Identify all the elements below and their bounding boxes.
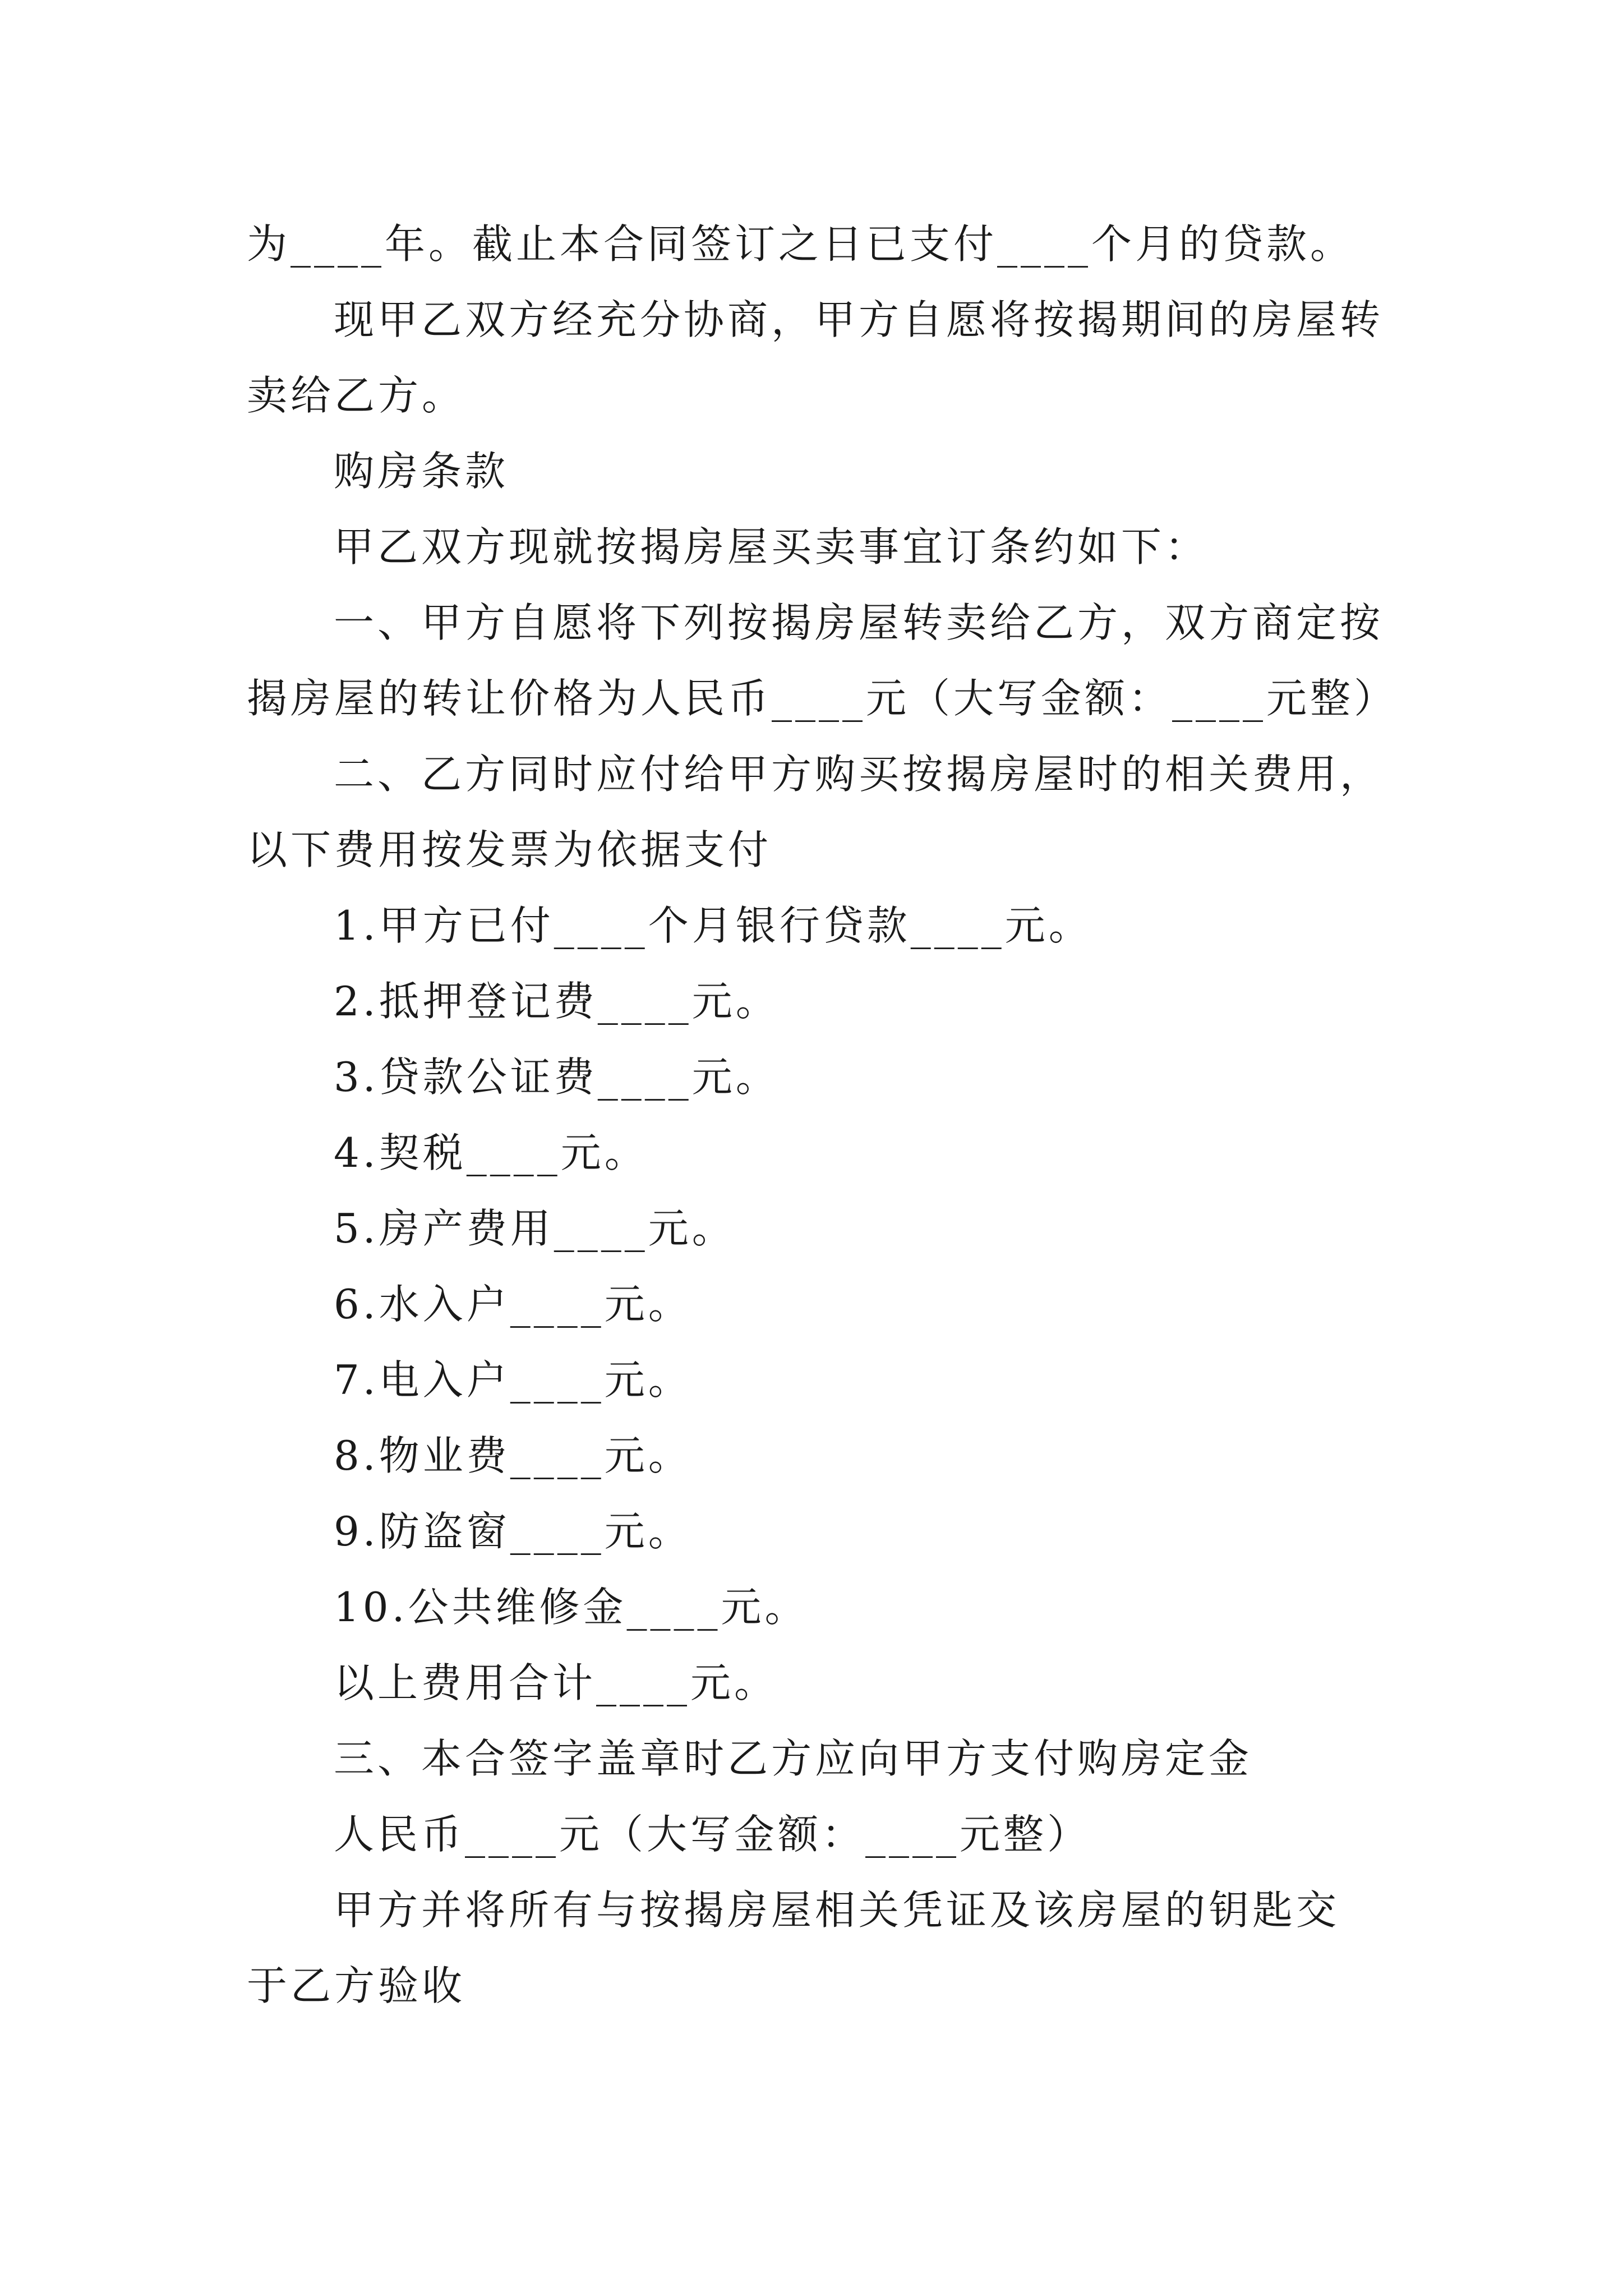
clause-line: 揭房屋的转让价格为人民币____元（大写金额：____元整） (247, 675, 1398, 722)
fee-item: 9.防盗窗____元。 (334, 1508, 692, 1555)
clause-line: 三、本合签字盖章时乙方应向甲方支付购房定金 (334, 1735, 1253, 1782)
paragraph-line: 甲方并将所有与按揭房屋相关凭证及该房屋的钥匙交 (334, 1887, 1340, 1934)
paragraph-line: 卖给乙方。 (247, 372, 466, 419)
fee-item: 1.甲方已付____个月银行贷款____元。 (334, 902, 1092, 949)
paragraph-line: 甲乙双方现就按揭房屋买卖事宜订条约如下： (334, 523, 1209, 570)
fee-item: 3.贷款公证费____元。 (334, 1053, 780, 1101)
fee-item: 6.水入户____元。 (334, 1281, 692, 1328)
fee-item: 10.公共维修金____元。 (334, 1584, 809, 1631)
clause-line: 二、乙方同时应付给甲方购买按揭房屋时的相关费用， (334, 751, 1384, 798)
fee-item: 5.房产费用____元。 (334, 1205, 736, 1252)
fee-total: 以上费用合计____元。 (334, 1659, 778, 1706)
fee-item: 7.电入户____元。 (334, 1356, 692, 1404)
section-heading: 购房条款 (334, 448, 509, 495)
clause-line: 以下费用按发票为依据支付 (247, 826, 772, 873)
paragraph-line: 于乙方验收 (247, 1962, 466, 2009)
fee-item: 8.物业费____元。 (334, 1432, 692, 1479)
clause-line: 人民币____元（大写金额：____元整） (334, 1811, 1091, 1858)
paragraph-line: 为____年。截止本合同签订之日已支付____个月的贷款。 (247, 220, 1354, 268)
fee-item: 2.抵押登记费____元。 (334, 978, 780, 1025)
fee-item: 4.契税____元。 (334, 1129, 648, 1176)
clause-line: 一、甲方自愿将下列按揭房屋转卖给乙方，双方商定按 (334, 599, 1384, 646)
paragraph-line: 现甲乙双方经充分协商，甲方自愿将按揭期间的房屋转 (334, 296, 1384, 343)
